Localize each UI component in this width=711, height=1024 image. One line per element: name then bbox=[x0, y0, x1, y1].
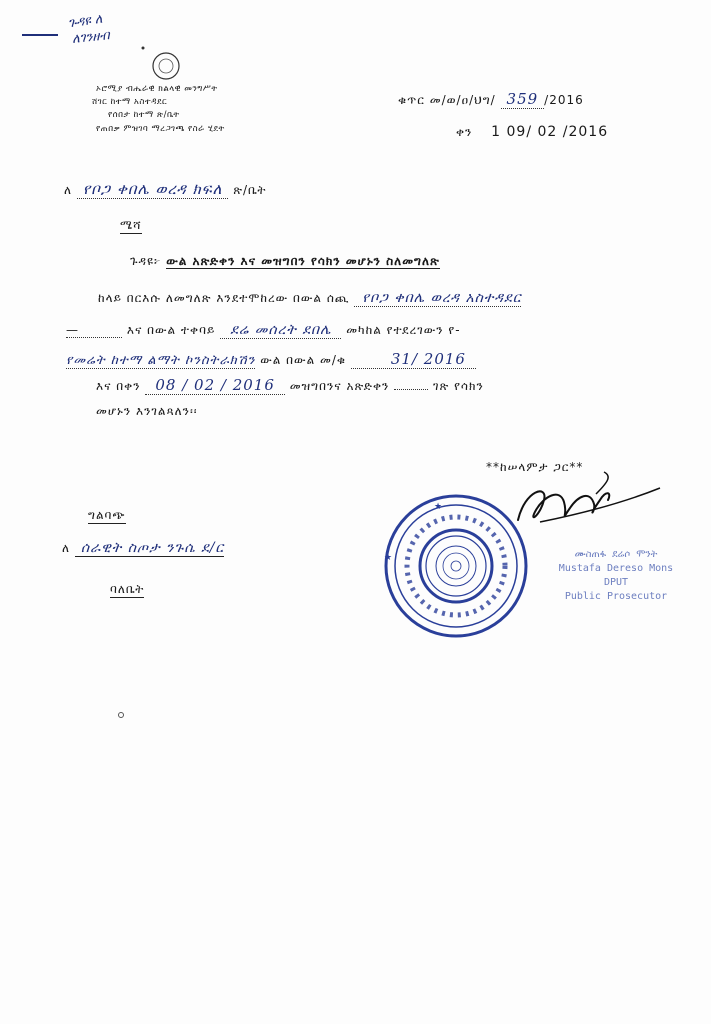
subject-label: ጉዳዩ፦ bbox=[130, 254, 162, 268]
body-line-5: መሆኑን እንገልጻለን፡፡ bbox=[96, 404, 198, 418]
prosecutor-stamp-line-4: Public Prosecutor bbox=[564, 591, 668, 602]
prosecutor-stamp-line-1: ሙስጠፋ ደሬሶ ሞንት bbox=[574, 549, 658, 560]
letterhead-line-3: የሰበታ ከተማ ጽ/ቤት bbox=[108, 110, 180, 120]
body-line1-print: ከላይ በርእሱ ለመግለጽ እንደተሞከረው በውል ሰጪ bbox=[98, 291, 350, 305]
body-line3-hand: የመሬት ከተማ ልማት ኮንስትራክሽን bbox=[66, 353, 256, 368]
addressee-city: ሜሻ bbox=[120, 218, 142, 232]
prosecutor-stamp bbox=[556, 548, 676, 604]
ref-number-label: ቁጥር መ/ወ/ዐ/ህግ/ bbox=[398, 93, 496, 107]
body-line3-print-a: ውል በውል መ/ቁ bbox=[260, 353, 347, 367]
cc-prefix: ለ bbox=[62, 541, 71, 555]
body-line4-print-a: እና በቀን bbox=[96, 379, 141, 393]
body-line4-hand: 08 / 02 / 2016 bbox=[145, 376, 285, 395]
ref-date-value: 1 09/ 02 /2016 bbox=[491, 124, 609, 140]
letterhead-line-1: ኦሮሚያ ብሔራዊ ክልላዊ መንግሥት bbox=[96, 84, 218, 94]
letterhead-line-4: የጠበቃ ምዝገባ ማረጋገጫ የስራ ሂደት bbox=[96, 124, 225, 134]
corner-note-line1: ጉዳዩ ለ bbox=[67, 11, 104, 32]
body-line3-hand-b: 31/ 2016 bbox=[351, 350, 476, 369]
body-line2-dash: — bbox=[66, 323, 122, 338]
prosecutor-stamp-line-2: Mustafa Dereso Mons bbox=[558, 563, 674, 574]
body-line1-hand: የቦጋ ቀበሌ ወረዳ አስተዳደር bbox=[354, 290, 521, 307]
addressee-prefix: ለ bbox=[64, 183, 73, 197]
closing-text: **ከሠላምታ ጋር** bbox=[486, 460, 584, 474]
body-line4-print-c: ገጽ የሳክን bbox=[432, 379, 484, 393]
cc-item: ባለቤት bbox=[110, 582, 145, 596]
letterhead-line-2: ሸገር ከተማ አስተዳደር bbox=[92, 97, 168, 107]
svg-text:★: ★ bbox=[434, 502, 443, 512]
cc-label: ግልባጭ bbox=[88, 508, 126, 522]
body-line2-print-b: መካከል የተደረገውን የ- bbox=[346, 323, 461, 337]
svg-text:★: ★ bbox=[384, 553, 393, 563]
ref-number-year: /2016 bbox=[544, 93, 584, 107]
body-line2-print-a: እና በውል ተቀባይ bbox=[126, 323, 216, 337]
body-line4-print-b: መዝግበንና አጽድቀን bbox=[289, 379, 390, 393]
ref-date-label: ቀን bbox=[456, 125, 473, 139]
addressee-value: የቦጋ ቀበሌ ወረዳ ክፍለ bbox=[77, 180, 229, 199]
subject-text: ውል አጽድቀን እና መዝግበን የሳክን መሆኑን ስለመግለጽ bbox=[166, 254, 440, 268]
body-line2-hand: ደሬ መሰረት ደበሌ bbox=[220, 322, 341, 339]
stray-mark bbox=[118, 712, 124, 718]
cc-hand: ሰራዊት ስጦታ ንጉሴ ደ/ር bbox=[75, 540, 224, 557]
addressee-suffix: ጽ/ቤት bbox=[233, 183, 267, 197]
ref-number-value: 359 bbox=[501, 90, 545, 109]
prosecutor-stamp-line-3: DPUT bbox=[603, 577, 629, 588]
corner-note-line2: ለገንዘብ bbox=[71, 28, 111, 47]
